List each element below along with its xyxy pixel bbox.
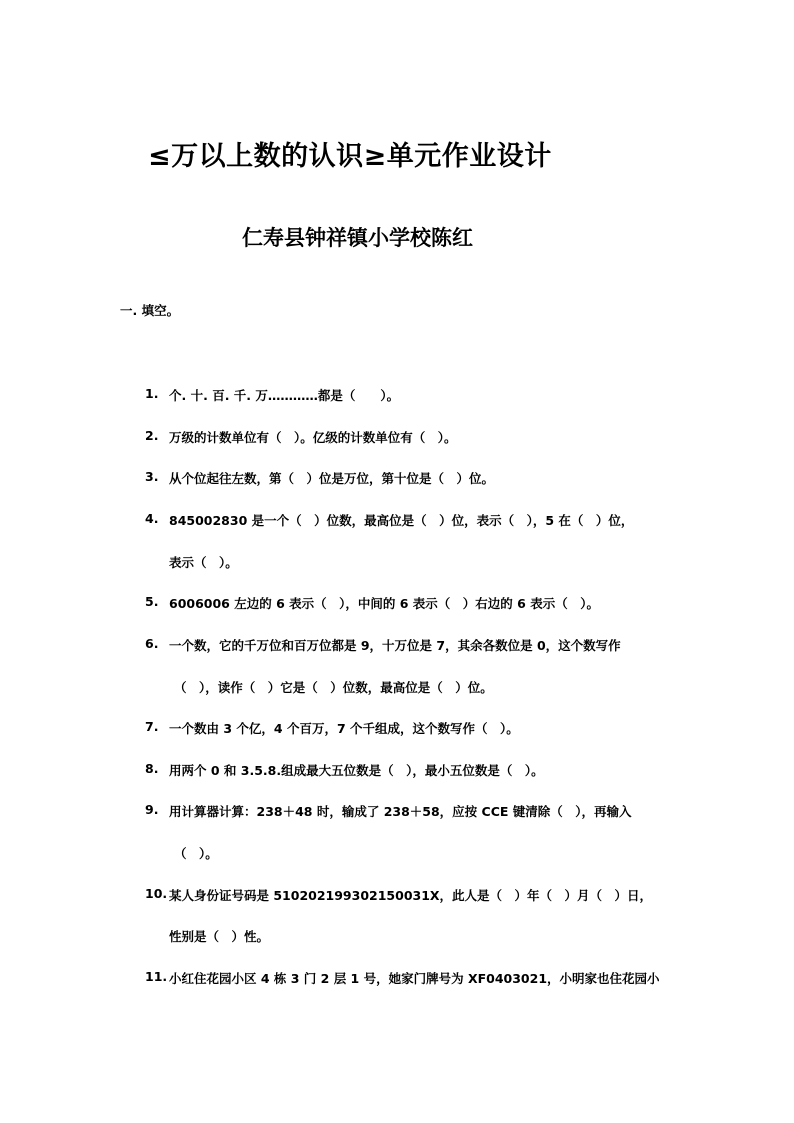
question-text: 个. 十. 百. 千. 万…………都是（ ）。 bbox=[169, 388, 400, 403]
question-number: 8. bbox=[145, 761, 159, 776]
question-number: 7. bbox=[145, 719, 159, 734]
author-line: 仁寿县钟祥镇小学校陈红 bbox=[242, 226, 473, 250]
question-number: 1. bbox=[145, 386, 159, 401]
question-number: 6. bbox=[145, 636, 159, 651]
question-continuation-text: （ ），读作（ ）它是（ ）位数，最高位是（ ）位。 bbox=[174, 680, 493, 695]
question-text: 一个数由 3 个亿，4 个百万，7 个千组成，这个数写作（ ）。 bbox=[169, 721, 519, 736]
question-number: 10. bbox=[145, 886, 168, 901]
question-number: 3. bbox=[145, 469, 159, 484]
question-text: 万级的计数单位有（ ）。亿级的计数单位有（ ）。 bbox=[169, 430, 457, 445]
section-heading: 一. 填空。 bbox=[120, 303, 180, 318]
document-title: ≤万以上数的认识≥单元作业设计 bbox=[148, 141, 552, 172]
question-text: 6006006 左边的 6 表示（ ），中间的 6 表示（ ）右边的 6 表示（ ）。 bbox=[169, 596, 599, 611]
question-continuation-text: （ ）。 bbox=[174, 846, 218, 861]
question-text: 845002830 是一个（ ）位数，最高位是（ ）位，表示（ ），5 在（ ）位， bbox=[169, 513, 634, 528]
question-number: 5. bbox=[145, 594, 159, 609]
question-number: 2. bbox=[145, 428, 159, 443]
question-continuation-text: 表示（ ）。 bbox=[169, 555, 238, 570]
question-text: 小红住花园小区 4 栋 3 门 2 层 1 号，她家门牌号为 XF0403021，小明家也住花园小 bbox=[169, 971, 660, 986]
question-text: 用两个 0 和 3.5.8.组成最大五位数是（ ），最小五位数是（ ）。 bbox=[169, 763, 544, 778]
question-text: 从个位起往左数，第（ ）位是万位，第十位是（ ）位。 bbox=[169, 471, 495, 486]
question-continuation-text: 性别是（ ）性。 bbox=[169, 929, 270, 944]
question-number: 4. bbox=[145, 511, 159, 526]
question-number: 11. bbox=[145, 969, 168, 984]
question-text: 用计算器计算：238＋48 时，输成了 238＋58，应按 CCE 键清除（ ），再输入 bbox=[169, 804, 632, 819]
question-text: 某人身份证号码是 51020219930215003​1X，此人是（ ）年（ ）月（ ）日， bbox=[169, 888, 653, 903]
question-text: 一个数，它的千万位和百万位都是 9，十万位是 7，其余各数位是 0，这个数写作 bbox=[169, 638, 621, 653]
question-number: 9. bbox=[145, 802, 159, 817]
